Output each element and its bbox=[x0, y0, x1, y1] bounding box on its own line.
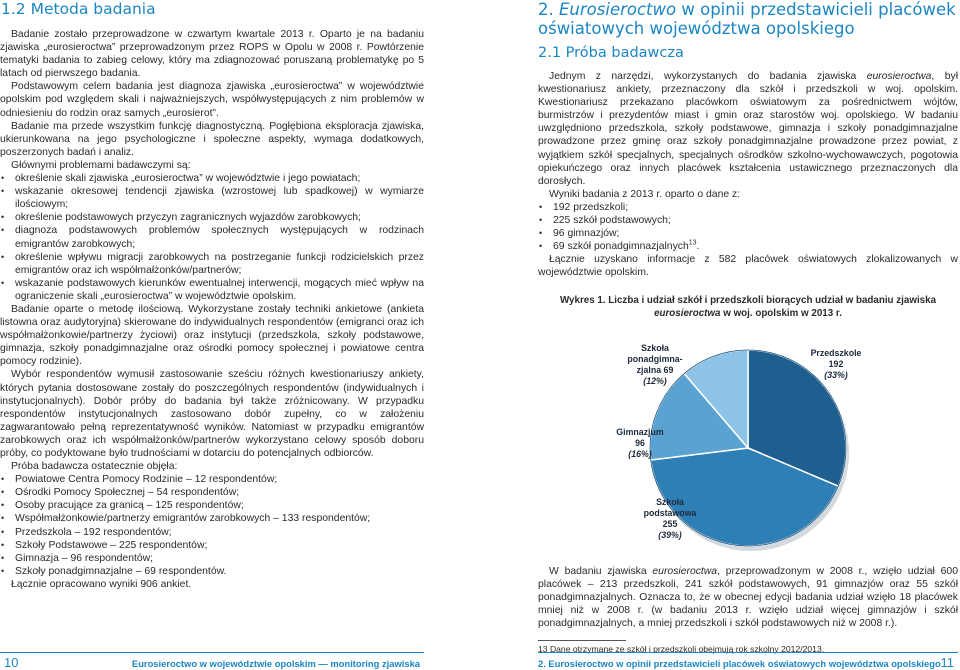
paragraph-1-em: eurosieroctwa bbox=[866, 71, 932, 82]
page-number-right: 11 bbox=[940, 655, 954, 670]
figure-caption-b: w woj. opolskim w 2013 r. bbox=[720, 307, 842, 319]
chapter-heading-em: Eurosieroctwo bbox=[559, 0, 677, 19]
list-item: • Współmałżonkowie/partnerzy emigrantów zarobkowych – 133 respondentów; bbox=[0, 512, 424, 525]
chapter-heading-post: w opinii przedstawicieli placówek oświatowych województwa opolskiego bbox=[538, 0, 956, 38]
list-item: • wskazanie okresowej tendencji zjawiska (wzrostowej lub spadkowej) w wymiarze ilościowym; bbox=[0, 185, 424, 211]
slice-label-gimnazjum bbox=[610, 427, 670, 460]
slice-label-line: 96 bbox=[635, 437, 645, 448]
list-item bbox=[538, 240, 958, 253]
pie-chart-svg bbox=[538, 320, 958, 565]
slice-label-line: Przedszkole bbox=[810, 347, 862, 358]
left-column bbox=[0, 0, 424, 591]
page-number-left: 10 bbox=[4, 655, 19, 670]
paragraph-4 bbox=[538, 565, 958, 630]
intro-paragraph-3: Badanie ma przede wszystkim funkcję diagnostyczną. Pogłębiona eksploracja zjawiska, ukierunkowana na jego psychologiczne i społeczne aspekty, wymaga dodatkowych, poszerzonych badań i analiz. bbox=[0, 120, 424, 158]
slice-label-line: 255 bbox=[662, 518, 678, 529]
method-paragraph-2: Wybór respondentów wymusił zastosowanie sześciu różnych kwestionariuszy ankiety, których pytania dostosowane zostały do poszczególnych respondentów (indywidualnych i instytucjonalnych). Dobór próby do badania był także zróżnicowany. W przypadku respondentów instytucjonalnych zastosowano dobór zupełny, co w założeniu zagwarantowało pełną reprezentatywność wyników. Natomiast w przypadku emigrantów zarobkowych oraz ich współmałżonków/partnerów wykorzystano celowy sposób doboru próby, co podyktowane było trudnościami w dotarciu do potencjalnych odbiorców. bbox=[0, 369, 424, 459]
paragraph-2: Wyniki badania z 2013 r. oparto o dane z: bbox=[549, 188, 741, 200]
slice-label-line: Szkoła bbox=[656, 496, 684, 507]
right-column bbox=[538, 0, 958, 655]
footer-right bbox=[538, 652, 958, 670]
intro-paragraph-1: Badanie zostało przeprowadzone w czwartym kwartale 2013 r. Oparto je na badaniu zjawiska „eurosieroctwa” przeprowadzonym przez ROPS w Opolu w 2008 r. Powtórzenie tematyki badania to zabieg celowy, który ma zdiagnozować poruszaną problematykę po 5 latach od pierwszego badania. bbox=[0, 29, 424, 80]
problems-intro: Głównymi problemami badawczymi są: bbox=[11, 159, 191, 171]
method-paragraph-1: Badanie oparte o metodę ilościową. Wykorzystane zostały techniki ankietowe (ankieta listowna oraz audytoryjna) skierowane do indywidualnych respondentów (emigranci oraz ich współmałżonkowie/partnerzy życiowi) oraz instytucji (przedszkola, szkoły podstawowe, gimnazja, szkoły ponadgimnazjalne oraz ośrodki pomocy społecznej i powiatowe centra pomocy rodzinie). bbox=[0, 303, 424, 368]
slice-label-line: zjalna 69 bbox=[636, 364, 674, 375]
list-item: • 192 przedszkoli; bbox=[538, 201, 958, 214]
running-footer-right: 2. Eurosieroctwo w opinii przedstawicieli placówek oświatowych województwa opolskiego bbox=[538, 658, 941, 669]
paragraph-4-a: W badaniu zjawiska bbox=[549, 565, 653, 577]
slice-share: (12%) bbox=[643, 375, 667, 386]
figure-caption-a: Wykres 1. Liczba i udział szkół i przedszkoli biorących udział w badaniu zjawiska bbox=[559, 294, 937, 306]
figure-caption bbox=[538, 294, 958, 320]
slice-label-line: Szkoła bbox=[641, 342, 669, 353]
paragraph-1-a: Jednym z narzędzi, wykorzystanych do badania zjawiska bbox=[549, 71, 867, 82]
slice-label-przedszkole bbox=[801, 348, 871, 381]
list-item: • wskazanie podstawowych kierunków ewentualnej interwencji, mogących mieć wpływ na ograniczenie skali „eurosieroctwa” w województwie opolskim. bbox=[0, 277, 424, 303]
sample-total: Łącznie opracowano wyniki 906 ankiet. bbox=[11, 578, 192, 590]
pie-chart bbox=[538, 320, 958, 565]
slice-label-line: Gimnazjum bbox=[616, 426, 664, 437]
paragraph-4-em: eurosieroctwa bbox=[652, 565, 718, 577]
list-item: • Ośrodki Pomocy Społecznej – 54 respondentów; bbox=[0, 486, 424, 499]
schools-list bbox=[538, 201, 958, 253]
list-item: • Powiatowe Centra Pomocy Rodzinie – 12 respondentów; bbox=[0, 473, 424, 486]
figure-caption-em: eurosieroctwa bbox=[654, 307, 721, 319]
list-item: • diagnoza podstawowych problemów społecznych występujących w rodzinach emigrantów zarobkowych; bbox=[0, 224, 424, 250]
list-item: • 225 szkół podstawowych; bbox=[538, 214, 958, 227]
slice-share: (33%) bbox=[824, 369, 848, 380]
list-item: • Osoby pracujące za granicą – 125 respondentów; bbox=[0, 499, 424, 512]
list-item: • Przedszkola – 192 respondentów; bbox=[0, 526, 424, 539]
sample-intro: Próba badawcza ostatecznie objęła: bbox=[11, 461, 178, 473]
sample-list bbox=[0, 473, 424, 578]
slice-label-line: 192 bbox=[828, 358, 844, 369]
footnote-divider bbox=[538, 640, 626, 641]
list-item: • określenie podstawowych przyczyn zagranicznych wyjazdów zarobkowych; bbox=[0, 211, 424, 224]
footnote: 13 Dane otrzymane ze szkół i przedszkoli obejmują rok szkolny 2012/2013. bbox=[538, 643, 825, 654]
paragraph-1 bbox=[538, 70, 958, 188]
list-item-text: 69 szkół ponadgimnazjalnych bbox=[553, 241, 689, 253]
footnote-ref: 13 bbox=[688, 239, 697, 247]
list-item: • 96 gimnazjów; bbox=[538, 227, 958, 240]
slice-share: (16%) bbox=[628, 448, 652, 459]
paragraph-1-b: , był kwestionariusz ankiety, przeznaczony dla szkół i przedszkoli w woj. opolskim. Kwestionariusz przekazano placówkom oświatowym za pośrednictwem wójtów, burmistrzów i prezydentów miast i gmin oraz starostów woj. opolskiego. W badaniu uwzględniono przedszkola, szkoły podstawowe, gimnazja i szkoły ponadgimnazjalne prowadzone przez gminę oraz szkoły ponadgimnazjalne prowadzone przez powiat, z wyjątkiem szkół specjalnych, specjalnych ośrodków szkolno-wychowawczych, pogotowia opiekuńczego oraz innych placówek kształcenia ustawicznego przeznaczonych dla dorosłych. bbox=[538, 71, 958, 187]
list-item-end: . bbox=[696, 241, 700, 253]
slice-label-line: podstawowa bbox=[643, 507, 697, 518]
running-footer-left: Eurosieroctwo w województwie opolskim — monitoring zjawiska bbox=[131, 658, 420, 669]
footer-left bbox=[0, 652, 424, 670]
chapter-heading bbox=[538, 0, 958, 38]
intro-paragraph-2: Podstawowym celem badania jest diagnoza zjawiska „eurosieroctwa” w województwie opolskim pod względem skali i najważniejszych, współwystępujących z nim problemów w odniesieniu do rodzin oraz samych „eurosierot”. bbox=[0, 81, 424, 119]
list-item: • określenie wpływu migracji zarobkowych na postrzeganie funkcji rodzicielskich przez emigrantów oraz ich współmałżonków/partnerów; bbox=[0, 251, 424, 277]
list-item: • określenie skali zjawiska „eurosieroctwa” w województwie i jego powiatach; bbox=[0, 172, 424, 185]
list-item: • Gimnazja – 96 respondentów; bbox=[0, 552, 424, 565]
list-item: • Szkoły ponadgimnazjalne – 69 respondentów. bbox=[0, 565, 424, 578]
section-heading: 1.2 Metoda badania bbox=[1, 0, 156, 18]
paragraph-4-b: , przeprowadzonym w 2008 r., wzięło udział 600 placówek – 213 przedszkoli, 241 szkół podstawowych, 91 gimnazjów oraz 55 szkół ponadgimnazjalnych. Oznacza to, że w obecnej edycji badania udział wzięło 18 placówek mniej niż w 2008 r. (w badaniu 2013 r. wzięło udział więcej gimnazjów i szkół ponadgimnazjalnych, a mniej przedszkoli i szkół podstawowych niż w 2008 r.). bbox=[538, 565, 958, 629]
slice-label-szkola-ponadgimnazjalna bbox=[620, 343, 690, 387]
slice-label-line: ponadgimna- bbox=[627, 353, 683, 364]
problems-list bbox=[0, 172, 424, 303]
section-heading: 2.1 Próba badawcza bbox=[538, 45, 684, 61]
chapter-heading-pre: 2. bbox=[538, 0, 559, 19]
slice-label-szkola-podstawowa bbox=[635, 497, 705, 541]
slice-share: (39%) bbox=[658, 529, 682, 540]
list-item: • Szkoły Podstawowe – 225 respondentów; bbox=[0, 539, 424, 552]
paragraph-3: Łącznie uzyskano informacje z 582 placówek oświatowych zlokalizowanych w województwie opolskim. bbox=[538, 254, 958, 279]
